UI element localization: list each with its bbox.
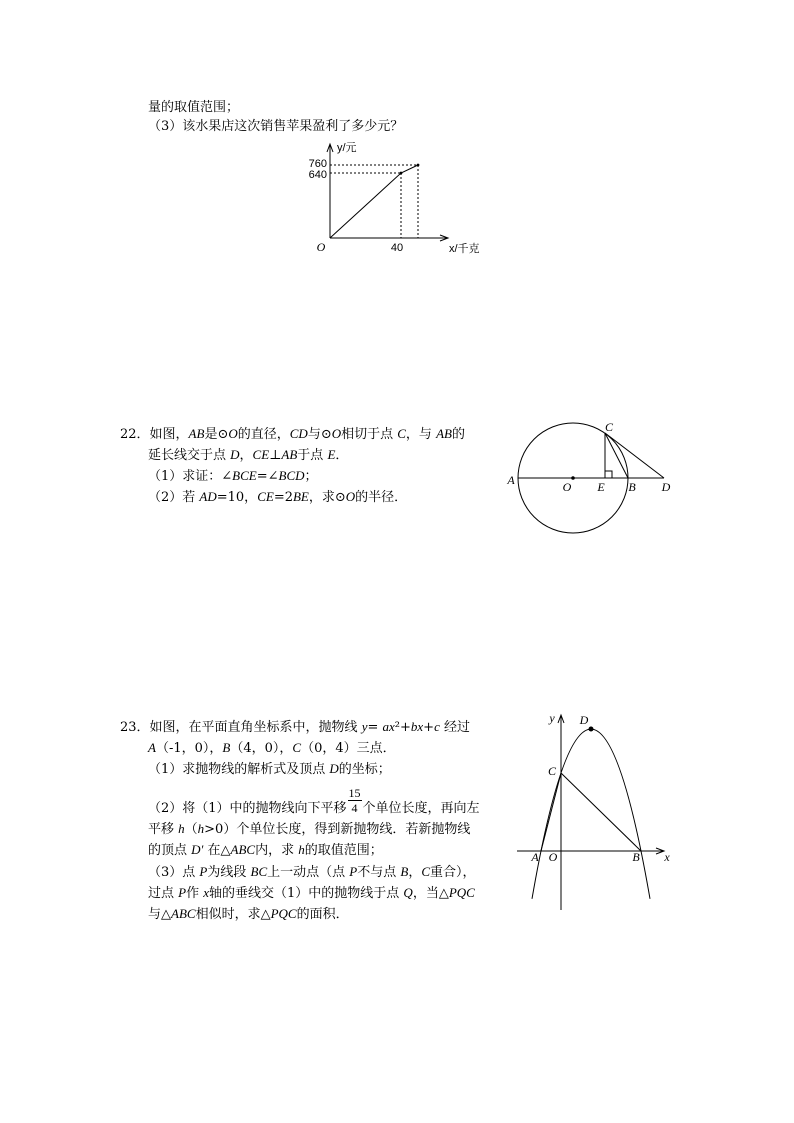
- text-run: ，与: [405, 427, 437, 442]
- text-run: 在△: [203, 843, 231, 858]
- text-run: =∠: [256, 469, 279, 484]
- math-symbol: D: [230, 447, 240, 462]
- text-run: 23．如图，在平面直角坐标系中，抛物线: [120, 720, 362, 735]
- text-run: 的取值范围；: [304, 843, 383, 858]
- text-run: 相似时，求△: [195, 907, 271, 922]
- math-symbol: Q: [403, 885, 413, 900]
- math-symbol: D: [329, 761, 339, 776]
- text-run: 与⊙: [307, 427, 332, 442]
- math-symbol: PQC: [448, 885, 475, 900]
- label-y: y: [549, 711, 555, 725]
- fraction-denominator: 4: [351, 801, 358, 815]
- math-symbol: D′: [191, 842, 204, 857]
- math-symbol: ABC: [171, 906, 196, 921]
- right-angle-mark: [605, 471, 612, 478]
- math-symbol: CD: [289, 426, 308, 441]
- math-symbol: BCE: [232, 468, 257, 483]
- y-tick-760: 760: [308, 158, 327, 170]
- text-run: 的坐标；: [338, 762, 391, 777]
- math-symbol: AD: [199, 489, 217, 504]
- text-run: ，当△: [412, 886, 449, 901]
- math-symbol: c: [434, 719, 440, 734]
- math-symbol: P: [349, 864, 358, 879]
- text-run: ；: [304, 469, 318, 484]
- point-40-640: [400, 172, 403, 175]
- math-symbol: O: [228, 426, 238, 441]
- text-run: =10，: [216, 490, 258, 505]
- math-symbol: B: [400, 864, 409, 879]
- q23-part2-line-3: [148, 841, 383, 860]
- text-run: ．: [335, 448, 349, 463]
- q23-part3-line-1: [148, 863, 476, 882]
- math-symbol: ax: [382, 719, 395, 734]
- text-run: （-1，0），: [155, 741, 223, 756]
- math-symbol: BC: [250, 864, 268, 879]
- math-symbol: O: [345, 489, 356, 504]
- math-symbol: bx: [410, 719, 424, 734]
- price-line: [330, 165, 418, 238]
- text-run: （3）该水果店这次销售苹果盈利了多少元？: [148, 119, 404, 134]
- label-d: D: [579, 713, 589, 727]
- text-run: ，: [408, 865, 422, 880]
- text-run: >0）个单位长度，得到新抛物线．若新抛物线: [204, 822, 471, 837]
- text-run: 重合），: [430, 865, 476, 880]
- text-run: （4，0），: [230, 741, 293, 756]
- math-symbol: x: [203, 885, 210, 900]
- q23-part2-line-2: [148, 820, 470, 839]
- math-symbol: E: [327, 447, 336, 462]
- math-symbol: A: [148, 740, 156, 755]
- math-symbol: h: [178, 821, 185, 836]
- vertex-point-d: [589, 727, 594, 732]
- parabola: [532, 729, 650, 899]
- text-run: =: [367, 720, 383, 735]
- q22-part1: [148, 467, 318, 486]
- text-run: +: [423, 720, 435, 735]
- math-symbol: CE: [252, 447, 270, 462]
- math-symbol: CE: [257, 489, 274, 504]
- text-run: =2: [273, 490, 293, 505]
- text-run: （: [184, 822, 198, 837]
- q23-stem-line-2: [148, 739, 396, 758]
- origin-label: O: [316, 240, 326, 254]
- x-axis-label: x/千克: [449, 243, 480, 255]
- label-c: C: [604, 420, 614, 434]
- point-end-760: [417, 164, 420, 167]
- text-run: ，: [239, 448, 253, 463]
- text-run: ⊥: [269, 448, 282, 463]
- math-symbol: BCD: [278, 468, 305, 483]
- math-symbol: h: [197, 821, 205, 836]
- math-symbol: AB: [436, 426, 452, 441]
- label-c: C: [547, 764, 557, 778]
- text-run: ，求⊙: [308, 490, 346, 505]
- text-run: 是⊙: [204, 427, 229, 442]
- label-b: B: [628, 480, 636, 494]
- text-run: 延长线交于点: [148, 448, 231, 463]
- label-x: x: [664, 850, 670, 864]
- q23-part2-after: [363, 801, 480, 816]
- math-symbol: B: [222, 740, 231, 755]
- x-tick-40: 40: [390, 242, 404, 254]
- text-run: 为线段: [207, 865, 251, 880]
- q22-stem-line-1: [120, 425, 465, 444]
- q22-part2: [148, 488, 407, 507]
- text-run: （1）求抛物线的解析式及顶点: [148, 762, 330, 777]
- q21-part3: [148, 118, 403, 136]
- math-symbol: y: [361, 719, 368, 734]
- label-b: B: [632, 850, 640, 864]
- text-run: 的面积．: [296, 907, 349, 922]
- text-run: 作: [186, 886, 204, 901]
- q22-circle-figure: [500, 415, 680, 540]
- label-d: D: [661, 480, 671, 494]
- tangent-cd: [605, 433, 664, 478]
- text-run: 量的取值范围；: [148, 100, 240, 115]
- math-symbol: h: [298, 842, 305, 857]
- q21-weight-price-graph: [295, 135, 495, 260]
- math-symbol: BE: [292, 489, 309, 504]
- text-run: 的直径，: [237, 427, 290, 442]
- math-symbol: P: [199, 864, 208, 879]
- segment-cb: [561, 773, 641, 851]
- text-run: ²+: [394, 720, 411, 735]
- q23-parabola-figure: [510, 705, 675, 917]
- q23-part3-line-3: [148, 905, 349, 924]
- math-symbol: C: [292, 740, 302, 755]
- text-run: 平移: [148, 822, 179, 837]
- text-run: 相切于点: [341, 427, 398, 442]
- text-run: （2）若: [148, 490, 200, 505]
- text-run: 内，求: [255, 843, 299, 858]
- q23-part3-line-2: [148, 884, 475, 903]
- y-axis-label: y/元: [337, 142, 357, 154]
- center-point-o: [571, 476, 575, 480]
- text-run: 过点: [148, 886, 179, 901]
- q23-part2-before: [148, 801, 347, 816]
- math-symbol: P: [178, 885, 187, 900]
- text-run: 22．如图，: [120, 427, 189, 442]
- label-o: O: [548, 850, 558, 864]
- math-symbol: AB: [188, 426, 205, 441]
- text-run: 的半径．: [355, 490, 408, 505]
- label-a: A: [507, 473, 515, 487]
- q23-part2-line-1: [148, 786, 480, 818]
- q22-stem-line-2: [148, 446, 348, 465]
- math-symbol: O: [331, 426, 342, 441]
- text-run: 的: [451, 427, 465, 442]
- segment-ac: [541, 773, 561, 851]
- text-run: 的顶点: [148, 843, 192, 858]
- fraction-numerator: 15: [348, 786, 361, 800]
- math-symbol: C: [397, 426, 406, 441]
- label-e: E: [597, 480, 605, 494]
- text-run: 经过: [439, 720, 470, 735]
- q23-part1: [148, 760, 391, 779]
- text-run: （3）点: [148, 865, 200, 880]
- math-symbol: ABC: [230, 842, 256, 857]
- text-run: （2）将（1）中的抛物线向下平移: [148, 801, 347, 816]
- text-run: 上一动点（点: [267, 865, 350, 880]
- math-symbol: C: [421, 864, 430, 879]
- text-run: （1）求证：∠: [148, 469, 233, 484]
- text-run: 个单位长度，再向左: [362, 801, 480, 816]
- label-a: A: [531, 850, 539, 864]
- q23-stem-line-1: [120, 718, 470, 737]
- text-run: 不与点: [357, 865, 401, 880]
- text-run: 轴的垂线交（1）中的抛物线于点: [209, 886, 404, 901]
- y-tick-640: 640: [308, 169, 327, 181]
- q21-line-range: [148, 99, 239, 117]
- fraction-15-over-4: [348, 786, 362, 815]
- math-symbol: PQC: [270, 906, 297, 921]
- label-o: O: [562, 480, 572, 494]
- text-run: 于点: [297, 448, 328, 463]
- math-symbol: AB: [281, 447, 298, 462]
- text-run: （0，4）三点．: [301, 741, 396, 756]
- text-run: 与△: [148, 907, 171, 922]
